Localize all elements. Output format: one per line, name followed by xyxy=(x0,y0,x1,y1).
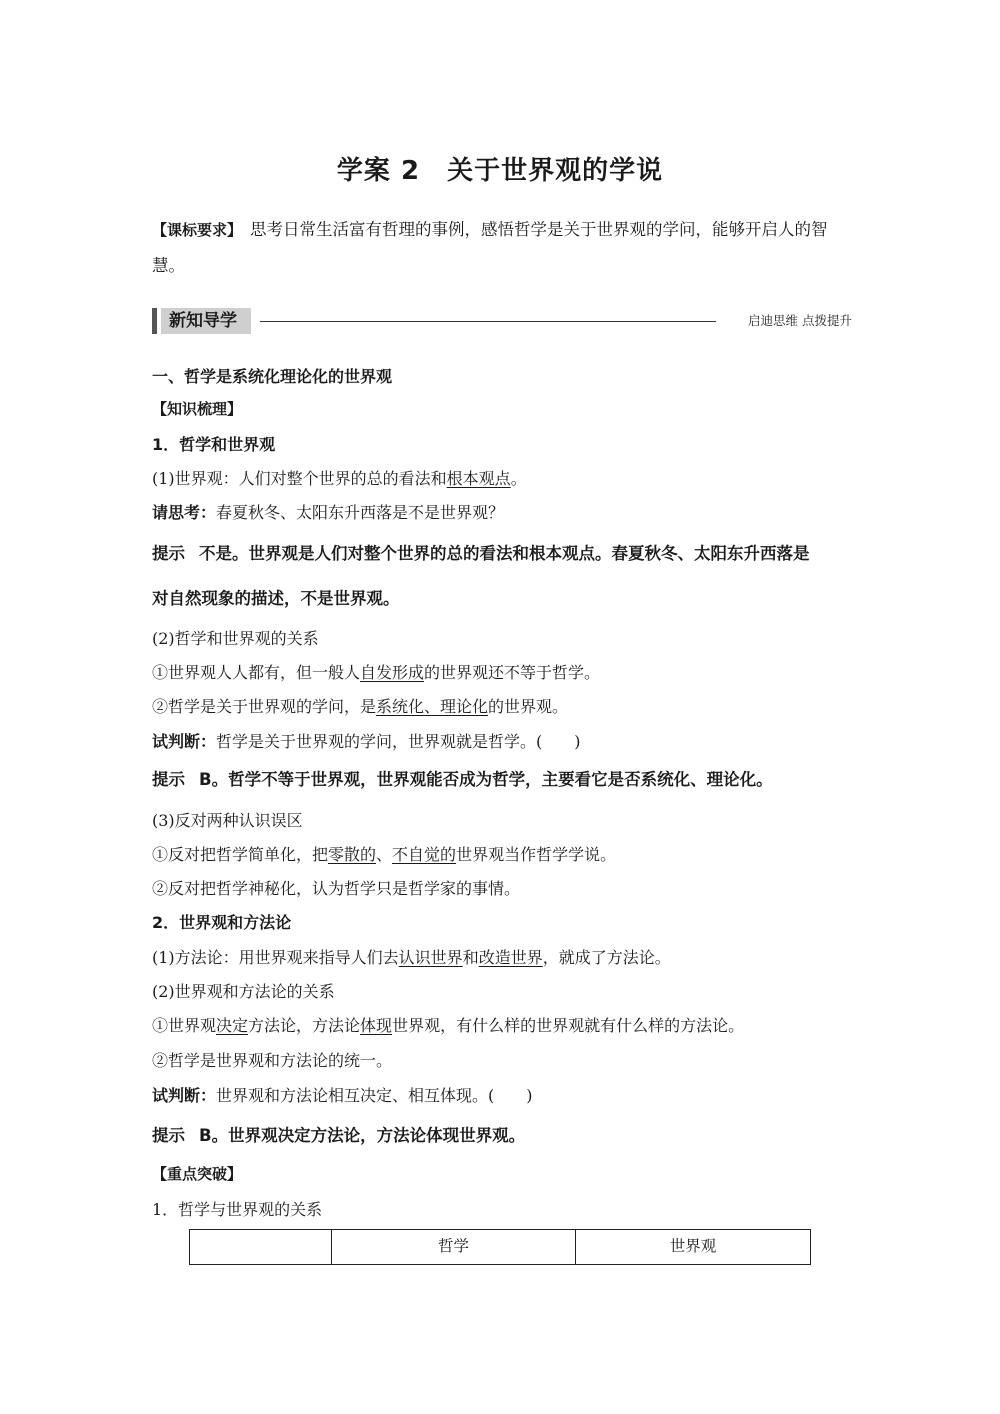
comparison-table xyxy=(189,1229,811,1265)
banner-label: 新知导学 xyxy=(161,308,251,334)
s2-hint xyxy=(152,1122,525,1146)
think-text: 春夏秋冬、太阳东升西落是不是世界观？ xyxy=(216,503,505,522)
s1-hint1-line2: 对自然现象的描述，不是世界观。 xyxy=(152,589,400,608)
s2-p1-underline-1: 认识世界 xyxy=(398,948,463,967)
requirement-paragraph xyxy=(152,212,857,284)
s1-p2b-underline: 系统化、理论化 xyxy=(376,697,489,716)
banner-right-text: 启迪思维 点拨提升 xyxy=(748,313,852,328)
s1-p1-underline: 根本观点 xyxy=(446,469,511,488)
s1-p2b-end: 的世界观。 xyxy=(488,697,569,716)
hint-lead: 提示 xyxy=(152,1126,185,1145)
s1-p3a xyxy=(152,842,616,865)
banner-bar xyxy=(152,308,157,334)
hint-text: B。哲学不等于世界观，世界观能否成为哲学，主要看它是否系统化、理论化。 xyxy=(199,770,773,789)
s2-p2b: ②哲学是世界观和方法论的统一。 xyxy=(152,1051,393,1070)
s1-p3b: ②反对把哲学神秘化，认为哲学只是哲学家的事情。 xyxy=(152,879,521,898)
s1-p2a-text: ①世界观人人都有，但一般人 xyxy=(152,663,361,682)
judge-label: 试判断： xyxy=(152,1086,217,1105)
s1-p2a xyxy=(152,660,600,683)
s1-p2a-underline: 自发形成 xyxy=(360,663,425,682)
s2-p1-end: ，就成了方法论。 xyxy=(542,948,671,967)
knowledge-tag: 【知识梳理】 xyxy=(152,400,243,418)
key-tag: 【重点突破】 xyxy=(152,1165,243,1183)
hint-text: 不是。世界观是人们对整个世界的总的看法和根本观点。春夏秋冬、太阳东升西落是 xyxy=(199,544,810,563)
s2-p2a-mid: 方法论，方法论 xyxy=(248,1016,361,1035)
s2-p1-text: (1)方法论：用世界观来指导人们去 xyxy=(152,948,399,967)
s1-p3a-underline-1: 零散的 xyxy=(328,845,377,864)
table-header-worldview: 世界观 xyxy=(576,1230,811,1265)
s2-p1-and: 和 xyxy=(462,948,479,967)
s1-p2a-end: 的世界观还不等于哲学。 xyxy=(424,663,601,682)
s1-hint1-line1 xyxy=(152,540,810,564)
s1-think xyxy=(152,500,504,523)
s1-hint2 xyxy=(152,766,773,790)
s2-p2a-end: 世界观，有什么样的世界观就有什么样的方法论。 xyxy=(392,1016,745,1035)
s1-p1 xyxy=(152,466,527,489)
judge-text: 世界观和方法论相互决定、相互体现。( ) xyxy=(216,1086,533,1105)
judge-label: 试判断： xyxy=(152,732,217,751)
think-label: 请思考： xyxy=(152,503,217,522)
section-banner xyxy=(152,306,852,336)
s1-judge xyxy=(152,729,581,752)
s1-p1-text: (1)世界观：人们对整个世界的总的看法和 xyxy=(152,469,447,488)
s2-p2: (2)世界观和方法论的关系 xyxy=(152,982,335,1001)
requirement-text: 思考日常生活富有哲理的事例，感悟哲学是关于世界观的学问，能够开启人的智慧。 xyxy=(152,220,828,275)
s1-p2: (2)哲学和世界观的关系 xyxy=(152,629,319,648)
table-header-cell-empty xyxy=(190,1230,332,1265)
s2-p2a xyxy=(152,1013,744,1036)
s1-p2b xyxy=(152,694,568,717)
s2-p1 xyxy=(152,945,671,968)
banner-divider xyxy=(260,321,716,322)
requirement-tag: 【课标要求】 xyxy=(152,221,243,239)
s1-p3a-sep: 、 xyxy=(376,845,393,864)
table-header-philosophy: 哲学 xyxy=(332,1230,576,1265)
table-header-row xyxy=(190,1230,811,1265)
judge-text: 哲学是关于世界观的学问，世界观就是哲学。( ) xyxy=(216,732,581,751)
page-title: 学案 2 关于世界观的学说 xyxy=(336,156,664,186)
key-heading: 1．哲学与世界观的关系 xyxy=(152,1200,323,1219)
s2-p1-underline-2: 改造世界 xyxy=(478,948,543,967)
s2-p2a-underline-2: 体现 xyxy=(360,1016,393,1035)
section-heading-1: 一、哲学是系统化理论化的世界观 xyxy=(152,367,393,386)
s2-p2a-underline-1: 决定 xyxy=(216,1016,249,1035)
s1-p1-end: 。 xyxy=(510,469,527,488)
s1-p3: (3)反对两种认识误区 xyxy=(152,811,303,830)
s1-p3a-underline-2: 不自觉的 xyxy=(392,845,457,864)
hint-lead: 提示 xyxy=(152,770,185,789)
s1-p3a-text: ①反对把哲学简单化，把 xyxy=(152,845,329,864)
s2-heading: 2．世界观和方法论 xyxy=(152,913,292,932)
s1-heading: 1．哲学和世界观 xyxy=(152,435,276,454)
s2-judge xyxy=(152,1083,533,1106)
hint-lead: 提示 xyxy=(152,544,185,563)
s1-p2b-text: ②哲学是关于世界观的学问，是 xyxy=(152,697,377,716)
hint-text: B。世界观决定方法论，方法论体现世界观。 xyxy=(199,1126,526,1145)
s2-p2a-text: ①世界观 xyxy=(152,1016,217,1035)
s1-p3a-end: 世界观当作哲学学说。 xyxy=(456,845,617,864)
